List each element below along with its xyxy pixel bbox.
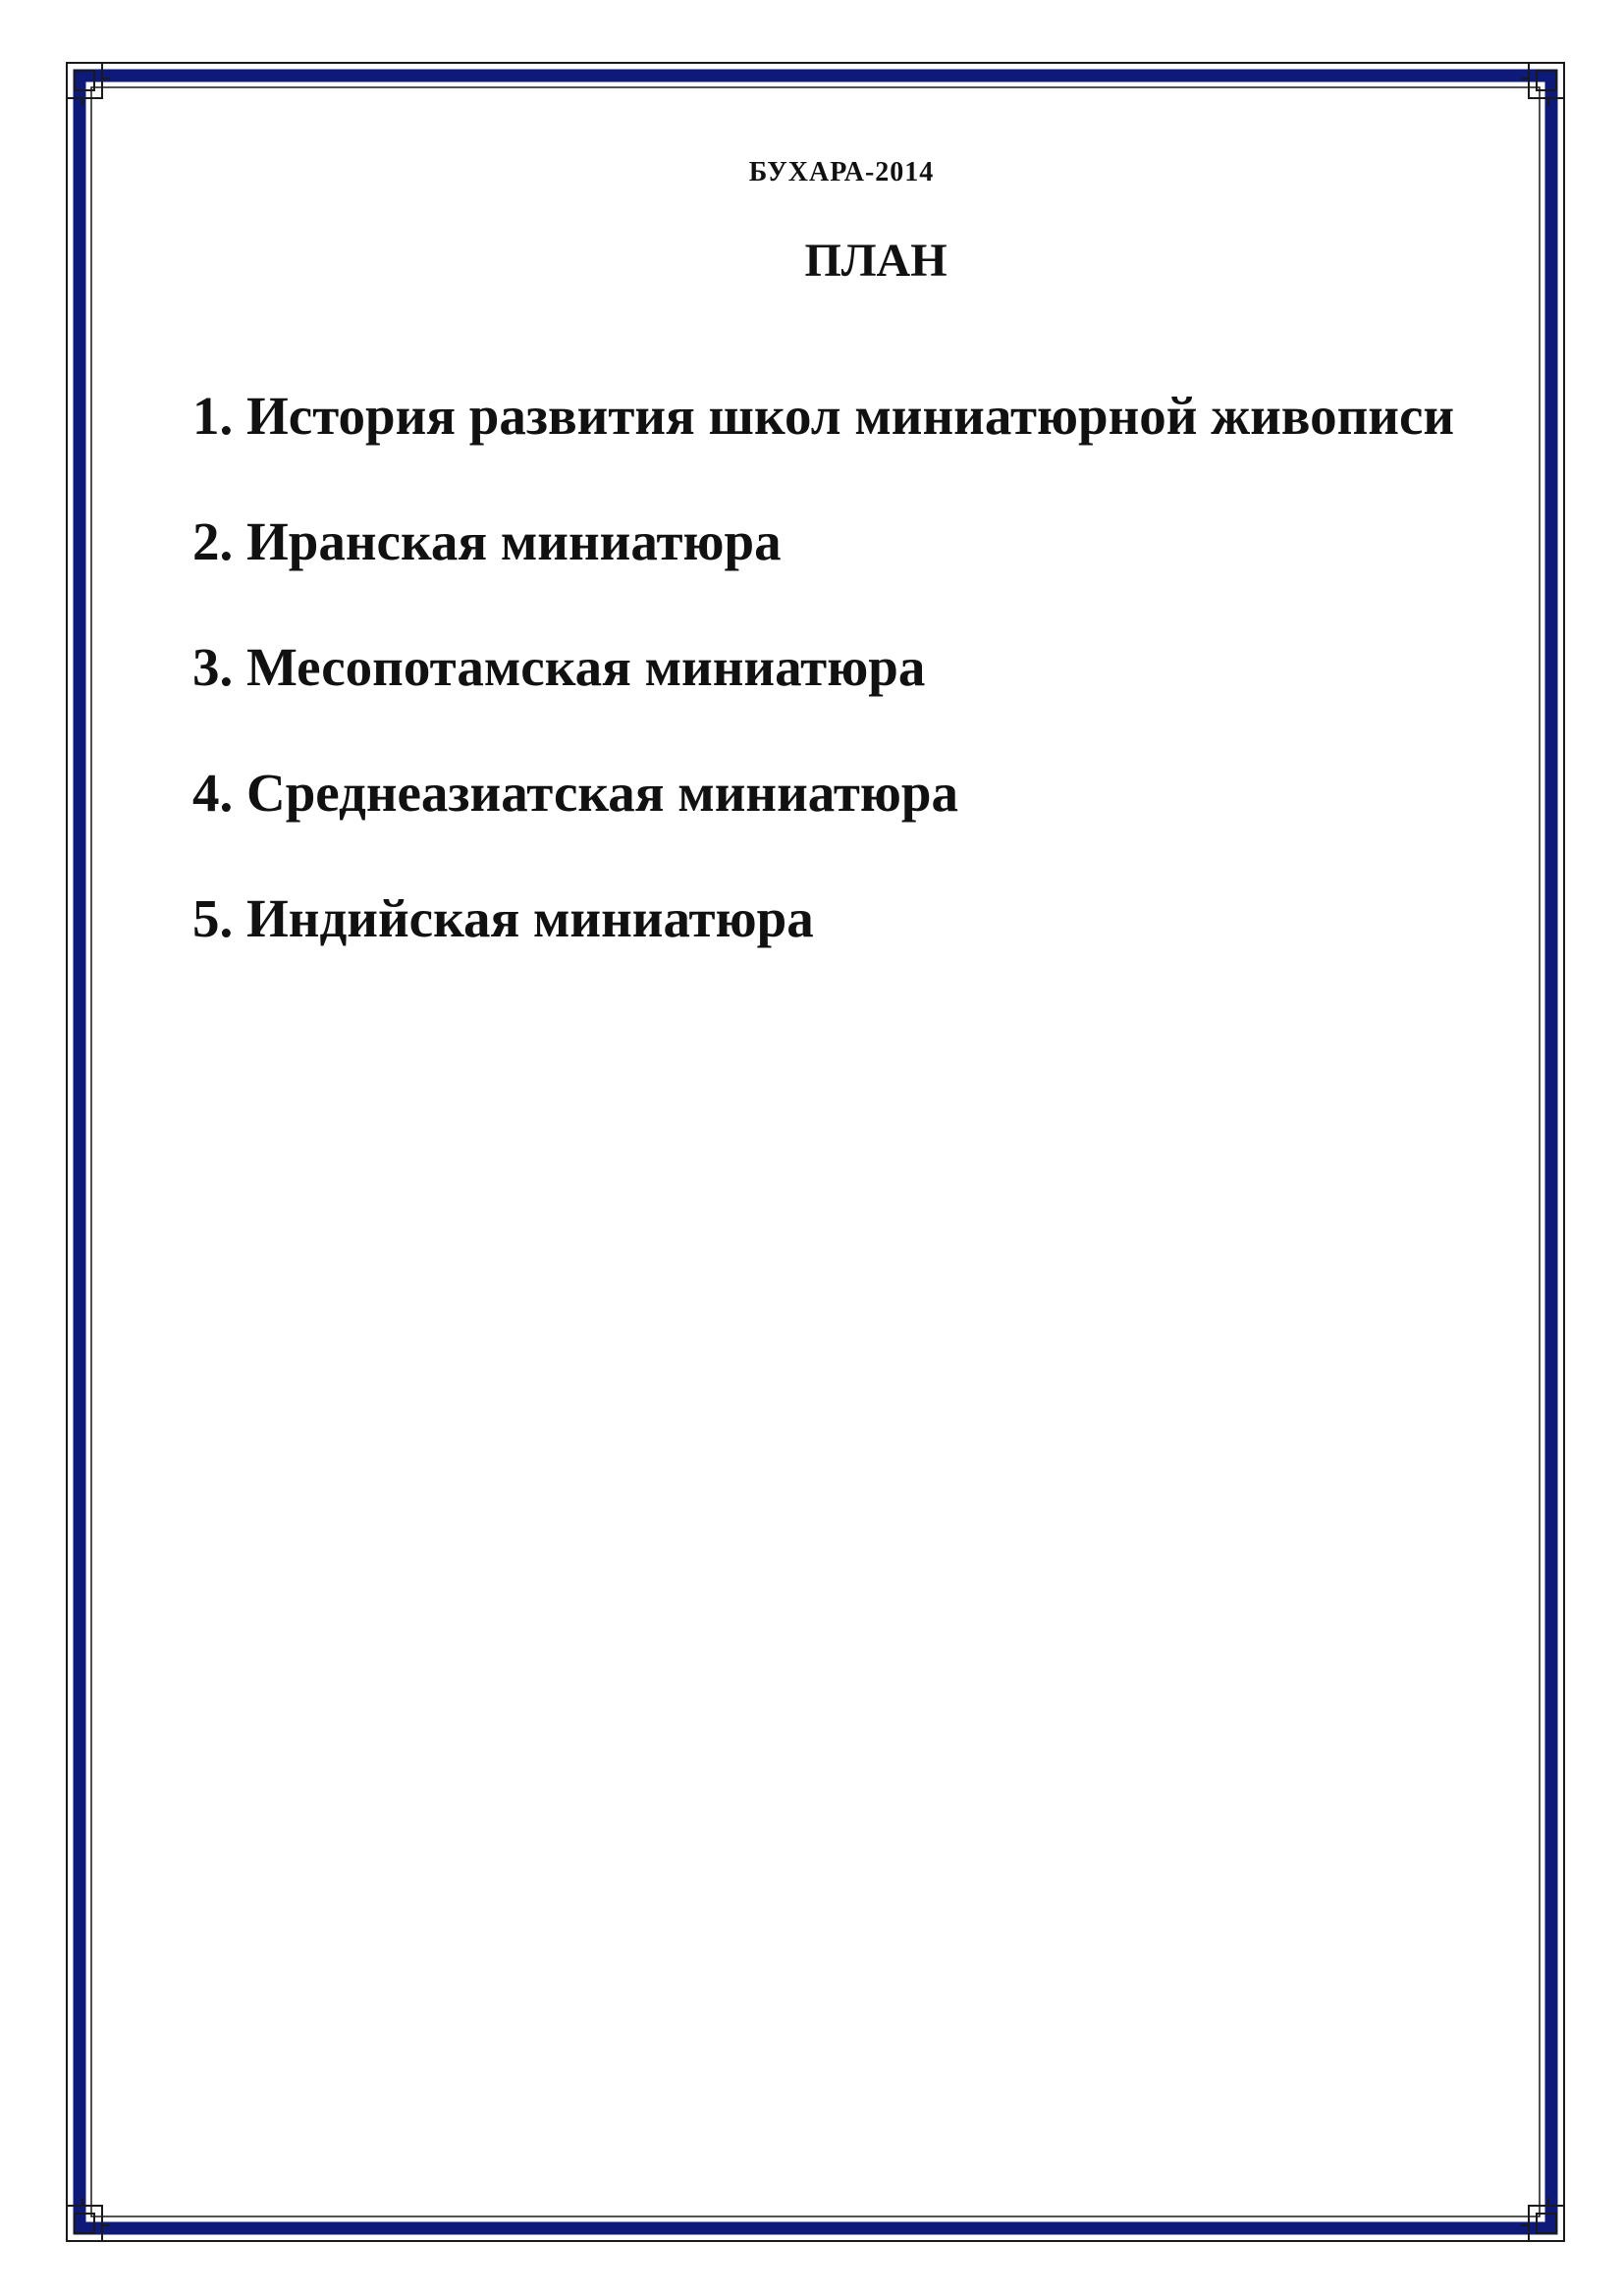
page-title: ПЛАН [804,235,947,287]
plan-item: 1. История развития школ миниатюрной живописи [192,386,1455,446]
plan-item: 2. Иранская миниатюра [192,511,782,571]
plan-item: 5. Индийская миниатюра [192,888,814,948]
header-city-year: БУХАРА-2014 [748,157,935,187]
plan-list [192,385,1454,1013]
plan-item: 4. Среднеазиатская миниатюра [192,763,958,823]
plan-item: 3. Месопотамская миниатюра [192,637,926,697]
